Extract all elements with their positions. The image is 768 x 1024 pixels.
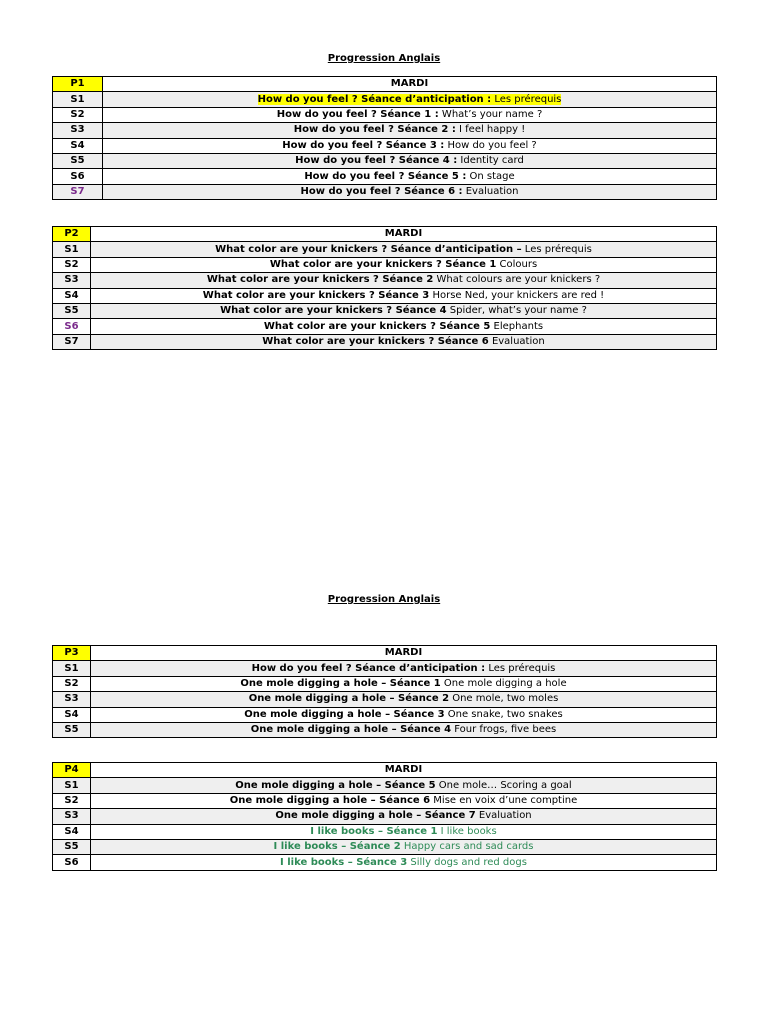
table-row	[53, 692, 717, 707]
session-label: S3	[53, 692, 91, 707]
session-content: How do you feel ? Séance d’anticipation : Les prérequis	[91, 661, 717, 676]
session-label: S7	[53, 184, 103, 199]
session-content: One mole digging a hole – Séance 2 One mole, two moles	[91, 692, 717, 707]
session-label: S2	[53, 676, 91, 691]
table-row	[53, 319, 717, 334]
session-label: S4	[53, 138, 103, 153]
session-content: One mole digging a hole – Séance 5 One mole… Scoring a goal	[91, 778, 717, 793]
session-content: One mole digging a hole – Séance 3 One snake, two snakes	[91, 707, 717, 722]
table-row	[53, 676, 717, 691]
session-label: S6	[53, 319, 91, 334]
table-row	[53, 661, 717, 676]
session-label: S2	[53, 793, 91, 808]
table-row	[53, 839, 717, 854]
session-label: S1	[53, 661, 91, 676]
table-row	[53, 257, 717, 272]
session-content: How do you feel ? Séance 2 : I feel happy !	[103, 123, 717, 138]
session-label: S5	[53, 303, 91, 318]
session-content: How do you feel ? Séance 1 : What’s your name ?	[103, 107, 717, 122]
table-row	[53, 778, 717, 793]
session-content: How do you feel ? Séance d’anticipation : Les prérequis	[103, 92, 717, 107]
table-row	[53, 138, 717, 153]
period-label: P3	[53, 646, 91, 661]
session-content: One mole digging a hole – Séance 4 Four frogs, five bees	[91, 722, 717, 737]
table-row	[53, 722, 717, 737]
table-p1	[52, 76, 717, 200]
session-label: S2	[53, 107, 103, 122]
session-label: S5	[53, 153, 103, 168]
session-content: One mole digging a hole – Séance 1 One mole digging a hole	[91, 676, 717, 691]
session-content: What color are your knickers ? Séance 1 Colours	[91, 257, 717, 272]
session-content: I like books – Séance 2 Happy cars and sad cards	[91, 839, 717, 854]
session-label: S2	[53, 257, 91, 272]
session-content: What color are your knickers ? Séance d’anticipation – Les prérequis	[91, 242, 717, 257]
session-label: S3	[53, 809, 91, 824]
page-title-1: Progression Anglais	[327, 53, 441, 64]
session-label: S4	[53, 288, 91, 303]
session-content: What color are your knickers ? Séance 2 What colours are your knickers ?	[91, 273, 717, 288]
table-p2	[52, 226, 717, 350]
table-row	[53, 303, 717, 318]
session-content: What color are your knickers ? Séance 6 Evaluation	[91, 334, 717, 349]
table-row	[53, 242, 717, 257]
table-row	[53, 855, 717, 870]
day-header: MARDI	[91, 646, 717, 661]
day-header: MARDI	[91, 227, 717, 242]
session-label: S1	[53, 242, 91, 257]
table-row	[53, 334, 717, 349]
day-header: MARDI	[103, 77, 717, 92]
table-p4	[52, 762, 717, 871]
session-label: S4	[53, 824, 91, 839]
table-row	[53, 288, 717, 303]
table-row	[53, 793, 717, 808]
session-content: One mole digging a hole – Séance 6 Mise en voix d’une comptine	[91, 793, 717, 808]
table-row	[53, 184, 717, 199]
table-p3	[52, 645, 717, 738]
session-content: What color are your knickers ? Séance 3 Horse Ned, your knickers are red !	[91, 288, 717, 303]
session-content: One mole digging a hole – Séance 7 Evaluation	[91, 809, 717, 824]
session-content: How do you feel ? Séance 5 : On stage	[103, 169, 717, 184]
session-content: What color are your knickers ? Séance 5 Elephants	[91, 319, 717, 334]
period-label: P1	[53, 77, 103, 92]
table-row	[53, 153, 717, 168]
session-content: I like books – Séance 1 I like books	[91, 824, 717, 839]
session-label: S1	[53, 778, 91, 793]
session-content: I like books – Séance 3 Silly dogs and red dogs	[91, 855, 717, 870]
page-title-2: Progression Anglais	[327, 594, 441, 605]
table-row	[53, 707, 717, 722]
session-content: What color are your knickers ? Séance 4 Spider, what’s your name ?	[91, 303, 717, 318]
session-label: S5	[53, 839, 91, 854]
table-row	[53, 123, 717, 138]
session-label: S6	[53, 169, 103, 184]
period-label: P4	[53, 763, 91, 778]
table-row	[53, 169, 717, 184]
session-label: S5	[53, 722, 91, 737]
session-content: How do you feel ? Séance 4 : Identity card	[103, 153, 717, 168]
session-label: S1	[53, 92, 103, 107]
session-label: S3	[53, 123, 103, 138]
table-row	[53, 824, 717, 839]
session-label: S3	[53, 273, 91, 288]
session-content: How do you feel ? Séance 3 : How do you feel ?	[103, 138, 717, 153]
table-row	[53, 107, 717, 122]
session-label: S7	[53, 334, 91, 349]
table-row	[53, 809, 717, 824]
session-label: S6	[53, 855, 91, 870]
table-row	[53, 92, 717, 107]
session-label: S4	[53, 707, 91, 722]
session-content: How do you feel ? Séance 6 : Evaluation	[103, 184, 717, 199]
day-header: MARDI	[91, 763, 717, 778]
table-row	[53, 273, 717, 288]
period-label: P2	[53, 227, 91, 242]
